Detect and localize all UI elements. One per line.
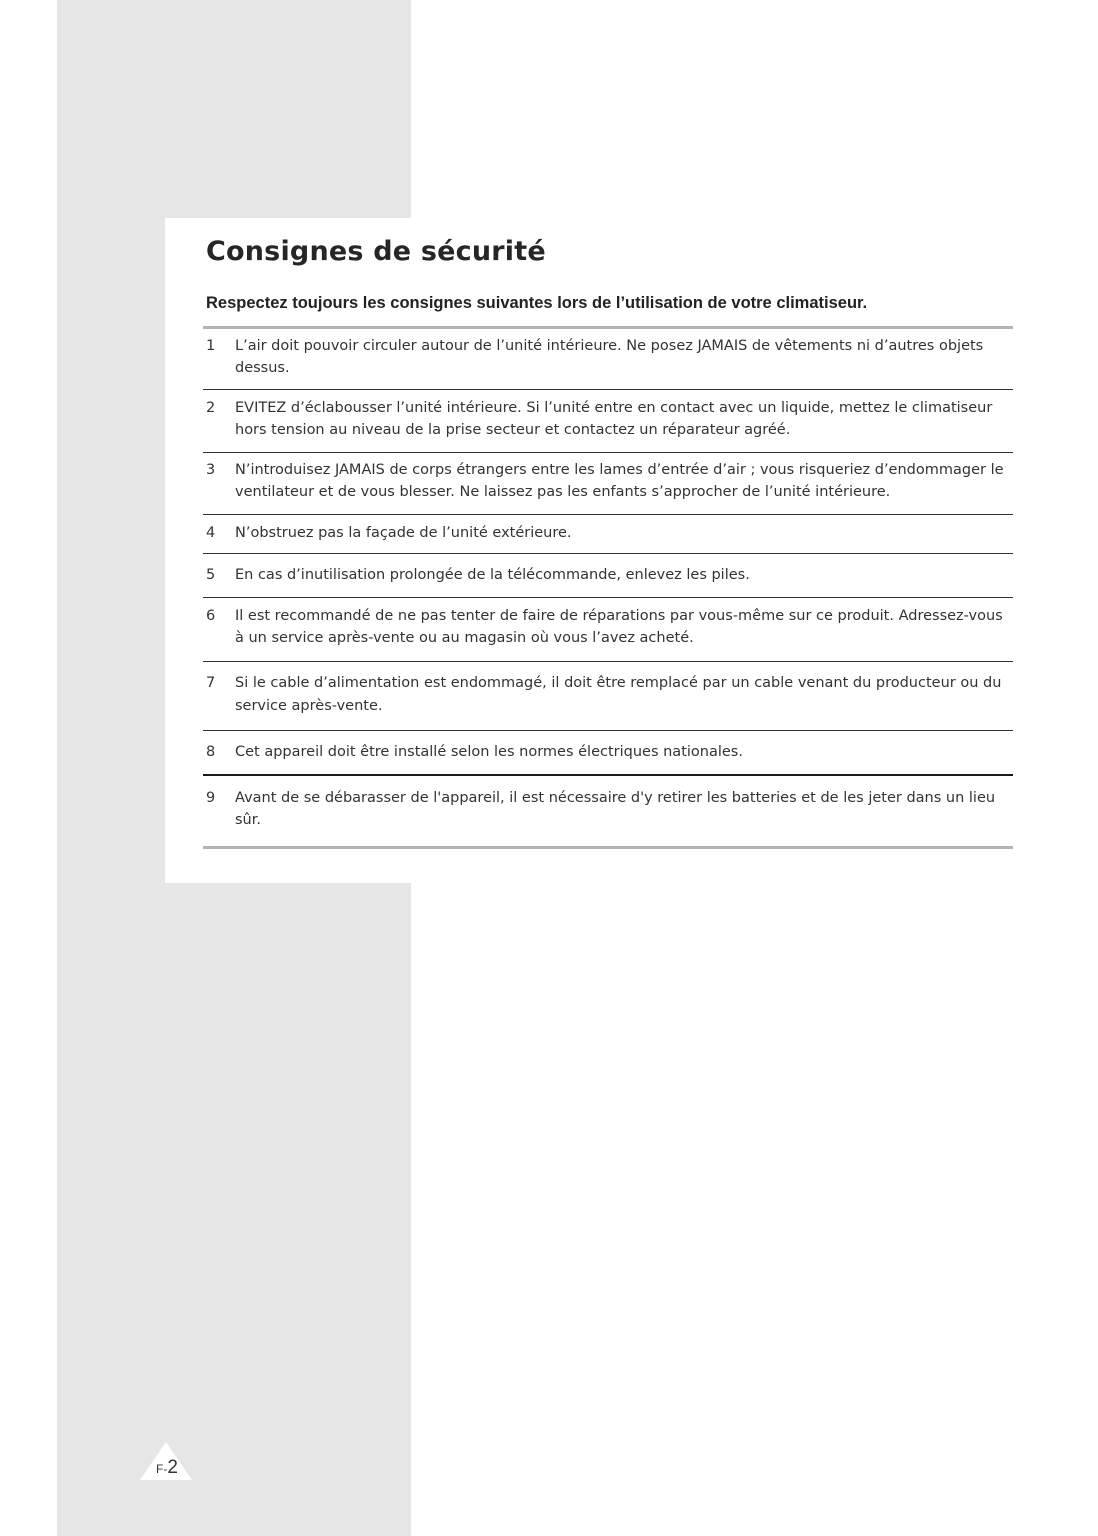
item-text: Si le cable d’alimentation est endommagé, il doit être remplacé par un cable venant du producteur ou du service après-vente. (235, 675, 1002, 714)
item-text: N’obstruez pas la façade de l’unité extérieure. (235, 525, 572, 541)
page-prefix: F- (156, 1462, 168, 1476)
divider (203, 389, 1013, 390)
item-number: 5 (206, 567, 216, 583)
divider (203, 661, 1013, 662)
item-text: EVITEZ d’éclabousser l’unité intérieure. Si l’unité entre en contact avec un liquide, mettez le climatiseur hors tension au niveau de la prise secteur et contactez un réparateur agréé. (235, 400, 993, 438)
item-text: L’air doit pouvoir circuler autour de l’unité intérieure. Ne posez JAMAIS de vêtements ni d’autres objets dessus. (235, 338, 984, 376)
divider (203, 514, 1013, 515)
divider (203, 597, 1013, 598)
intro-text: Respectez toujours les consignes suivantes lors de l’utilisation de votre climatiseur. (206, 294, 868, 312)
item-number: 7 (206, 675, 216, 691)
page-title: Consignes de sécurité (206, 236, 546, 267)
item-text: Il est recommandé de ne pas tenter de faire de réparations par vous-même sur ce produit. Adressez-vous à un service après-vente ou au magasin où vous l’avez acheté. (235, 608, 1003, 646)
divider (203, 846, 1013, 849)
item-number: 9 (206, 790, 216, 806)
divider (203, 774, 1013, 776)
item-number: 4 (206, 525, 216, 541)
item-text: N’introduisez JAMAIS de corps étrangers entre les lames d’entrée d’air ; vous risqueriez d’endommager le ventilateur et de vous blesser. Ne laissez pas les enfants s’approcher de l’unité intérieure. (235, 462, 1004, 500)
item-number: 2 (206, 400, 216, 416)
item-text: En cas d’inutilisation prolongée de la télécommande, enlevez les piles. (235, 567, 750, 583)
divider (203, 452, 1013, 453)
divider (203, 730, 1013, 731)
page-number: 2 (167, 1457, 178, 1478)
content-panel (165, 218, 1045, 883)
divider (203, 553, 1013, 554)
divider (203, 326, 1013, 329)
item-number: 3 (206, 462, 216, 478)
item-number: 8 (206, 744, 216, 760)
item-number: 6 (206, 608, 216, 624)
item-number: 1 (206, 338, 216, 354)
item-text: Avant de se débarasser de l'appareil, il est nécessaire d'y retirer les batteries et de les jeter dans un lieu sûr. (235, 790, 996, 828)
page-number-badge (138, 1440, 194, 1482)
item-text: Cet appareil doit être installé selon les normes électriques nationales. (235, 744, 743, 760)
